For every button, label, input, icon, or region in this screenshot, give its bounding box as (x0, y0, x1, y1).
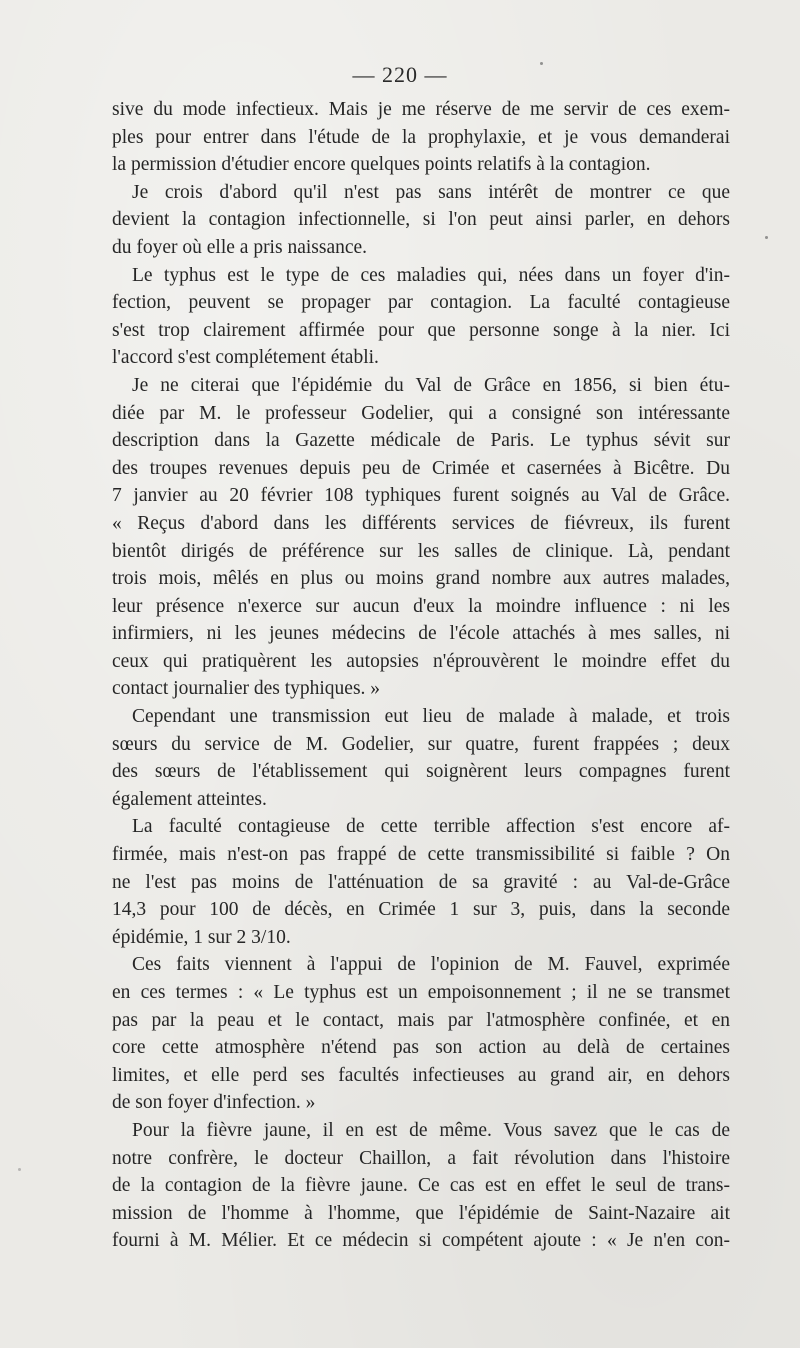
text-line: l'accord s'est complétement établi. (112, 347, 379, 369)
text-line: Le typhus est le type de ces maladies qui, nées dans un foyer d'in- (132, 264, 730, 286)
text-line: 14,3 pour 100 de décès, en Crimée 1 sur 3, puis, dans la seconde (112, 899, 730, 921)
paper-speck (18, 1168, 21, 1171)
text-line: du foyer où elle a pris naissance. (112, 236, 368, 258)
text-line: la permission d'étudier encore quelques points relatifs à la contagion. (112, 154, 651, 176)
text-line: firmée, mais n'est-on pas frappé de cette transmissibilité si faible ? On (112, 844, 730, 866)
text-line: description dans la Gazette médicale de Paris. Le typhus sévit sur (112, 430, 730, 452)
text-line: contact journalier des typhiques. » (112, 678, 381, 700)
text-line: fection, peuvent se propager par contagion. La faculté contagieuse (112, 292, 730, 314)
text-line: des troupes revenues depuis peu de Crimée et casernées à Bicêtre. Du (112, 457, 730, 479)
text-line: notre confrère, le docteur Chaillon, a fait révolution dans l'histoire (112, 1147, 730, 1169)
text-line: également atteintes. (112, 788, 267, 810)
text-line: pas par la peau et le contact, mais par l'atmosphère confinée, et en (112, 1009, 730, 1031)
text-line: des sœurs de l'établissement qui soignèrent leurs compagnes furent (112, 761, 730, 783)
text-line: ne l'est pas moins de l'atténuation de sa gravité : au Val-de-Grâce (112, 871, 730, 893)
text-line: leur présence n'exerce sur aucun d'eux la moindre influence : ni les (112, 595, 730, 617)
text-line: core cette atmosphère n'étend pas son action au delà de certaines (112, 1037, 730, 1059)
text-line: trois mois, mêlés en plus ou moins grand nombre aux autres malades, (112, 568, 730, 590)
text-line: de la contagion de la fièvre jaune. Ce cas est en effet le seul de trans- (112, 1175, 730, 1197)
text-line: Je ne citerai que l'épidémie du Val de Grâce en 1856, si bien étu- (132, 374, 730, 396)
text-line: diée par M. le professeur Godelier, qui a consigné son intéressante (112, 402, 730, 424)
page-number: — 220 — (352, 62, 448, 87)
text-line: ples pour entrer dans l'étude de la prophylaxie, et je vous demanderai (112, 126, 730, 148)
text-line: 7 janvier au 20 février 108 typhiques furent soignés au Val de Grâce. (112, 485, 730, 507)
text-line: en ces termes : « Le typhus est un empoisonnement ; il ne se transmet (112, 982, 730, 1003)
paper-speck (765, 236, 768, 239)
text-line: ceux qui pratiquèrent les autopsies n'éprouvèrent le moindre effet du (112, 650, 730, 672)
text-line: bientôt dirigés de préférence sur les salles de clinique. Là, pendant (112, 540, 730, 562)
text-line: Cependant une transmission eut lieu de malade à malade, et trois (132, 706, 730, 728)
text-line: de son foyer d'infection. » (112, 1092, 316, 1114)
text-line: limites, et elle perd ses facultés infectieuses au grand air, en dehors (112, 1064, 730, 1086)
text-line: « Reçus d'abord dans les différents services de fiévreux, ils furent (112, 512, 730, 534)
text-line: s'est trop clairement affirmée pour que personne songe à la nier. Ici (112, 319, 730, 341)
text-line: Je crois d'abord qu'il n'est pas sans intérêt de montrer ce que (132, 181, 730, 203)
text-line: mission de l'homme à l'homme, que l'épidémie de Saint-Nazaire ait (112, 1202, 730, 1224)
paper-speck (540, 62, 543, 65)
text-line: épidémie, 1 sur 2 3/10. (112, 926, 291, 948)
text-line: Ces faits viennent à l'appui de l'opinion de M. Fauvel, exprimée (132, 954, 730, 976)
text-line: sœurs du service de M. Godelier, sur quatre, furent frappées ; deux (112, 733, 730, 755)
text-line: infirmiers, ni les jeunes médecins de l'école attachés à mes salles, ni (112, 623, 730, 645)
text-line: devient la contagion infectionnelle, si l'on peut ainsi parler, en dehors (112, 209, 730, 231)
text-line: sive du mode infectieux. Mais je me réserve de me servir de ces exem- (112, 99, 730, 120)
text-line: La faculté contagieuse de cette terrible affection s'est encore af- (132, 816, 730, 838)
body-text (112, 96, 730, 1255)
text-line: fourni à M. Mélier. Et ce médecin si compétent ajoute : « Je n'en con- (112, 1230, 730, 1252)
text-line: Pour la fièvre jaune, il en est de même. Vous savez que le cas de (132, 1119, 730, 1141)
